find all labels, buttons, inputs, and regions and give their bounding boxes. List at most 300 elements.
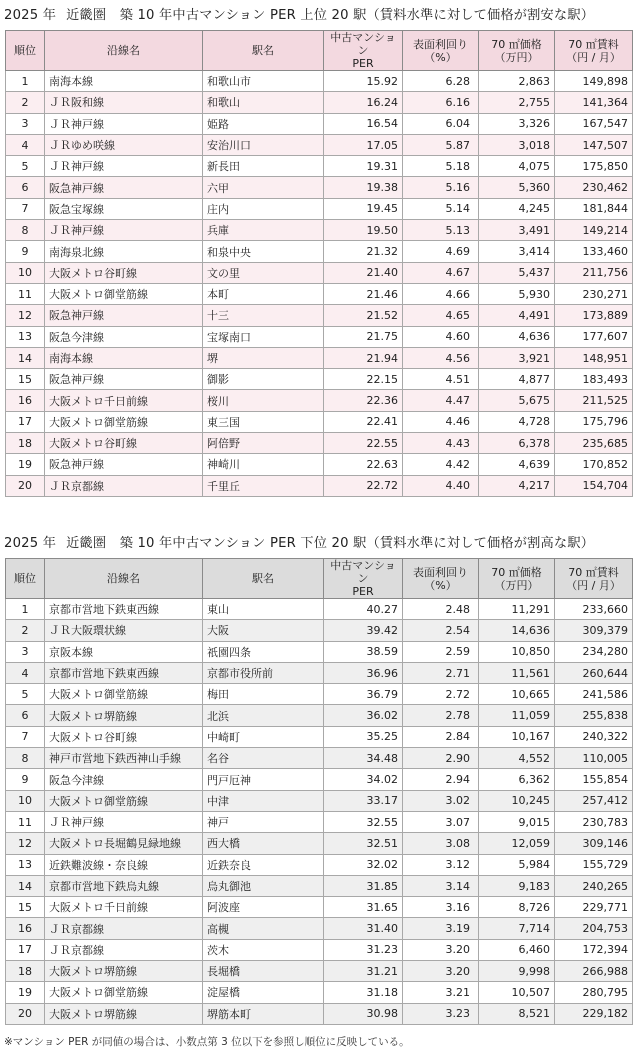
line-name-cell: 大阪メトロ御堂筋線 [45,411,203,432]
yield-cell: 3.20 [403,939,479,960]
yield-cell: 3.02 [403,790,479,811]
price-cell: 2,755 [479,92,555,113]
rent-cell: 235,685 [555,433,633,454]
price-cell: 2,863 [479,71,555,92]
table-row [6,454,633,475]
station-name-cell: 東山 [203,599,324,620]
price-cell: 5,675 [479,390,555,411]
table2-title [4,532,594,551]
yield-cell: 5.16 [403,177,479,198]
header-per [324,559,403,599]
table-row [6,918,633,939]
yield-cell: 3.19 [403,918,479,939]
station-name-cell: 阿倍野 [203,433,324,454]
table-row [6,92,633,113]
line-name-cell: 神戸市営地下鉄西神山手線 [45,748,203,769]
line-name-cell: 京都市営地下鉄烏丸線 [45,875,203,896]
rank-cell: 15 [6,897,45,918]
price-cell: 4,217 [479,475,555,496]
station-name-cell: 姫路 [203,113,324,134]
rank-cell: 16 [6,390,45,411]
line-name-cell: 京都市営地下鉄東西線 [45,599,203,620]
price-cell: 3,414 [479,241,555,262]
line-name-cell: 南海泉北線 [45,241,203,262]
rank-cell: 1 [6,71,45,92]
per-cell: 22.72 [324,475,403,496]
yield-cell: 2.72 [403,684,479,705]
rank-cell: 13 [6,326,45,347]
yield-cell: 4.67 [403,262,479,283]
station-name-cell: 御影 [203,369,324,390]
per-cell: 19.45 [324,198,403,219]
station-name-cell: 神崎川 [203,454,324,475]
header-price [479,559,555,599]
price-cell: 9,183 [479,875,555,896]
line-name-cell: 大阪メトロ谷町線 [45,262,203,283]
footnote: ※マンション PER が同値の場合は、小数点第 3 位以下を参照し順位に反映している。 [4,1036,410,1048]
table-row [6,71,633,92]
price-cell: 4,075 [479,156,555,177]
yield-cell: 3.08 [403,833,479,854]
rent-cell: 230,462 [555,177,633,198]
yield-cell: 2.78 [403,705,479,726]
rent-cell: 266,988 [555,961,633,982]
station-name-cell: 千里丘 [203,475,324,496]
per-cell: 17.05 [324,134,403,155]
line-name-cell: ＪＲ大阪環状線 [45,620,203,641]
per-cell: 39.42 [324,620,403,641]
price-cell: 6,460 [479,939,555,960]
rent-cell: 255,838 [555,705,633,726]
rent-cell: 211,525 [555,390,633,411]
price-cell: 4,491 [479,305,555,326]
yield-cell: 4.47 [403,390,479,411]
station-name-cell: 高槻 [203,918,324,939]
rank-cell: 9 [6,769,45,790]
per-cell: 38.59 [324,641,403,662]
header-line: 沿線名 [45,31,203,71]
rank-cell: 5 [6,156,45,177]
header-rent [555,31,633,71]
yield-cell: 4.56 [403,347,479,368]
rank-cell: 16 [6,918,45,939]
station-name-cell: 京都市役所前 [203,662,324,683]
station-name-cell: 和歌山 [203,92,324,113]
rent-cell: 154,704 [555,475,633,496]
station-name-cell: 中津 [203,790,324,811]
yield-cell: 2.90 [403,748,479,769]
station-name-cell: 神戸 [203,811,324,832]
per-cell: 19.38 [324,177,403,198]
station-name-cell: 本町 [203,283,324,304]
per-cell: 31.23 [324,939,403,960]
station-name-cell: 庄内 [203,198,324,219]
price-cell: 11,561 [479,662,555,683]
yield-cell: 4.60 [403,326,479,347]
price-cell: 5,360 [479,177,555,198]
per-cell: 34.48 [324,748,403,769]
price-cell: 5,930 [479,283,555,304]
rank-cell: 4 [6,134,45,155]
price-cell: 8,521 [479,1003,555,1024]
line-name-cell: 大阪メトロ谷町線 [45,433,203,454]
rent-cell: 229,182 [555,1003,633,1024]
line-name-cell: 大阪メトロ谷町線 [45,726,203,747]
line-name-cell: 大阪メトロ御堂筋線 [45,790,203,811]
station-name-cell: 十三 [203,305,324,326]
table-row [6,662,633,683]
rent-cell: 240,265 [555,875,633,896]
table-row [6,939,633,960]
per-bottom20-table [5,558,633,1025]
table-row [6,369,633,390]
rent-cell: 149,214 [555,220,633,241]
line-name-cell: 阪急神戸線 [45,305,203,326]
rank-cell: 11 [6,283,45,304]
line-name-cell: ＪＲ阪和線 [45,92,203,113]
rent-cell: 309,379 [555,620,633,641]
price-cell: 6,362 [479,769,555,790]
per-cell: 21.75 [324,326,403,347]
line-name-cell: 大阪メトロ千日前線 [45,897,203,918]
rank-cell: 2 [6,620,45,641]
line-name-cell: 阪急宝塚線 [45,198,203,219]
rank-cell: 6 [6,177,45,198]
price-cell: 4,728 [479,411,555,432]
table-row [6,198,633,219]
per-cell: 21.52 [324,305,403,326]
rank-cell: 7 [6,726,45,747]
station-name-cell: 安治川口 [203,134,324,155]
line-name-cell: 大阪メトロ千日前線 [45,390,203,411]
header-yield [403,31,479,71]
yield-cell: 4.51 [403,369,479,390]
price-cell: 4,639 [479,454,555,475]
rank-cell: 3 [6,113,45,134]
price-cell: 5,437 [479,262,555,283]
rent-cell: 230,783 [555,811,633,832]
price-cell: 14,636 [479,620,555,641]
station-name-cell: 名谷 [203,748,324,769]
per-cell: 22.55 [324,433,403,454]
rank-cell: 1 [6,599,45,620]
table-row [6,305,633,326]
table-row [6,326,633,347]
table-row [6,790,633,811]
yield-cell: 3.14 [403,875,479,896]
rank-cell: 19 [6,454,45,475]
yield-cell: 3.20 [403,961,479,982]
line-name-cell: 阪急今津線 [45,326,203,347]
per-cell: 36.02 [324,705,403,726]
line-name-cell: ＪＲ京都線 [45,918,203,939]
per-cell: 31.85 [324,875,403,896]
per-cell: 31.21 [324,961,403,982]
rank-cell: 8 [6,220,45,241]
per-cell: 31.40 [324,918,403,939]
line-name-cell: ＪＲゆめ咲線 [45,134,203,155]
station-name-cell: 和歌山市 [203,71,324,92]
station-name-cell: 東三国 [203,411,324,432]
table-row [6,641,633,662]
rent-cell: 149,898 [555,71,633,92]
table-row [6,897,633,918]
rent-cell: 181,844 [555,198,633,219]
per-cell: 33.17 [324,790,403,811]
per-cell: 22.15 [324,369,403,390]
per-cell: 30.98 [324,1003,403,1024]
station-name-cell: 宝塚南口 [203,326,324,347]
line-name-cell: 京阪本線 [45,641,203,662]
per-cell: 31.18 [324,982,403,1003]
header-rent-line1: 70 ㎡賃料 [568,565,619,579]
rank-cell: 17 [6,939,45,960]
rent-cell: 170,852 [555,454,633,475]
rank-cell: 3 [6,641,45,662]
rent-cell: 234,280 [555,641,633,662]
table-row [6,684,633,705]
table-row [6,748,633,769]
station-name-cell: 茨木 [203,939,324,960]
rent-cell: 260,644 [555,662,633,683]
price-cell: 10,167 [479,726,555,747]
station-name-cell: 中崎町 [203,726,324,747]
table-row [6,134,633,155]
price-cell: 3,491 [479,220,555,241]
yield-cell: 4.43 [403,433,479,454]
table-row [6,875,633,896]
header-per-line1: 中古マンション [330,559,396,585]
header-rank: 順位 [6,31,45,71]
line-name-cell: 大阪メトロ堺筋線 [45,1003,203,1024]
line-name-cell: 大阪メトロ御堂筋線 [45,982,203,1003]
header-rent-line2: （円 / 月） [566,578,621,592]
rank-cell: 9 [6,241,45,262]
table1-heading: 近畿圏 築 10 年中古マンション PER 上位 20 駅（賃料水準に対して価格が割安な駅） [66,8,595,23]
yield-cell: 4.46 [403,411,479,432]
per-cell: 32.02 [324,854,403,875]
rent-cell: 172,394 [555,939,633,960]
rent-cell: 175,796 [555,411,633,432]
table-row [6,982,633,1003]
per-top20-table [5,30,633,497]
rent-cell: 280,795 [555,982,633,1003]
price-cell: 4,552 [479,748,555,769]
per-cell: 32.55 [324,811,403,832]
line-name-cell: ＪＲ神戸線 [45,156,203,177]
yield-cell: 4.69 [403,241,479,262]
price-cell: 4,245 [479,198,555,219]
header-yield-line2: （%） [424,578,457,592]
rank-cell: 4 [6,662,45,683]
price-cell: 8,726 [479,897,555,918]
yield-cell: 3.07 [403,811,479,832]
rank-cell: 18 [6,961,45,982]
rank-cell: 12 [6,833,45,854]
station-name-cell: 梅田 [203,684,324,705]
table2-year: 2025 年 [4,536,57,551]
header-price-line1: 70 ㎡価格 [491,565,542,579]
yield-cell: 5.87 [403,134,479,155]
rent-cell: 177,607 [555,326,633,347]
rank-cell: 17 [6,411,45,432]
yield-cell: 6.16 [403,92,479,113]
yield-cell: 4.65 [403,305,479,326]
table-row [6,726,633,747]
station-name-cell: 和泉中央 [203,241,324,262]
rent-cell: 183,493 [555,369,633,390]
rank-cell: 10 [6,790,45,811]
header-rank: 順位 [6,559,45,599]
yield-cell: 3.16 [403,897,479,918]
rent-cell: 230,271 [555,283,633,304]
rent-cell: 147,507 [555,134,633,155]
per-cell: 34.02 [324,769,403,790]
yield-cell: 2.54 [403,620,479,641]
price-cell: 12,059 [479,833,555,854]
header-per-line1: 中古マンション [330,31,396,57]
header-rent [555,559,633,599]
table-row [6,620,633,641]
rent-cell: 141,364 [555,92,633,113]
price-cell: 3,921 [479,347,555,368]
station-name-cell: 阿波座 [203,897,324,918]
price-cell: 10,507 [479,982,555,1003]
price-cell: 9,015 [479,811,555,832]
per-cell: 40.27 [324,599,403,620]
table-row [6,854,633,875]
table-row [6,390,633,411]
yield-cell: 2.94 [403,769,479,790]
per-cell: 36.79 [324,684,403,705]
rank-cell: 13 [6,854,45,875]
line-name-cell: 南海本線 [45,71,203,92]
rank-cell: 19 [6,982,45,1003]
table-row [6,220,633,241]
per-cell: 16.24 [324,92,403,113]
per-cell: 19.31 [324,156,403,177]
rent-cell: 257,412 [555,790,633,811]
per-cell: 31.65 [324,897,403,918]
header-price-line2: （万円） [494,578,539,592]
rank-cell: 5 [6,684,45,705]
header-station: 駅名 [203,559,324,599]
table-row [6,769,633,790]
line-name-cell: 阪急神戸線 [45,177,203,198]
table-row [6,961,633,982]
rank-cell: 2 [6,92,45,113]
station-name-cell: 西大橋 [203,833,324,854]
rent-cell: 241,586 [555,684,633,705]
yield-cell: 5.18 [403,156,479,177]
rank-cell: 7 [6,198,45,219]
per-cell: 21.46 [324,283,403,304]
station-name-cell: 堺筋本町 [203,1003,324,1024]
line-name-cell: ＪＲ京都線 [45,475,203,496]
station-name-cell: 祇園四条 [203,641,324,662]
table-header-row [6,31,633,71]
line-name-cell: 大阪メトロ長堀鶴見緑地線 [45,833,203,854]
yield-cell: 2.59 [403,641,479,662]
yield-cell: 3.21 [403,982,479,1003]
price-cell: 3,326 [479,113,555,134]
rent-cell: 175,850 [555,156,633,177]
per-cell: 21.32 [324,241,403,262]
station-name-cell: 文の里 [203,262,324,283]
station-name-cell: 大阪 [203,620,324,641]
yield-cell: 6.28 [403,71,479,92]
price-cell: 5,984 [479,854,555,875]
yield-cell: 3.12 [403,854,479,875]
header-rent-line1: 70 ㎡賃料 [568,37,619,51]
header-rent-line2: （円 / 月） [566,50,621,64]
station-name-cell: 淀屋橋 [203,982,324,1003]
line-name-cell: 南海本線 [45,347,203,368]
header-station: 駅名 [203,31,324,71]
rank-cell: 11 [6,811,45,832]
price-cell: 10,665 [479,684,555,705]
line-name-cell: ＪＲ京都線 [45,939,203,960]
rent-cell: 309,146 [555,833,633,854]
yield-cell: 2.71 [403,662,479,683]
rent-cell: 155,729 [555,854,633,875]
header-price [479,31,555,71]
per-cell: 16.54 [324,113,403,134]
per-cell: 15.92 [324,71,403,92]
table-row [6,347,633,368]
station-name-cell: 六甲 [203,177,324,198]
rent-cell: 148,951 [555,347,633,368]
rank-cell: 14 [6,875,45,896]
per-cell: 21.40 [324,262,403,283]
yield-cell: 4.42 [403,454,479,475]
price-cell: 9,998 [479,961,555,982]
line-name-cell: 京都市営地下鉄東西線 [45,662,203,683]
table1-title [4,4,594,23]
rent-cell: 173,889 [555,305,633,326]
station-name-cell: 長堀橋 [203,961,324,982]
line-name-cell: 近鉄難波線・奈良線 [45,854,203,875]
station-name-cell: 新長田 [203,156,324,177]
rent-cell: 211,756 [555,262,633,283]
per-cell: 22.36 [324,390,403,411]
yield-cell: 4.40 [403,475,479,496]
price-cell: 6,378 [479,433,555,454]
yield-cell: 5.14 [403,198,479,219]
line-name-cell: ＪＲ神戸線 [45,811,203,832]
table2-heading: 近畿圏 築 10 年中古マンション PER 下位 20 駅（賃料水準に対して価格が割高な駅） [66,536,595,551]
price-cell: 10,850 [479,641,555,662]
table1-year: 2025 年 [4,8,57,23]
price-cell: 4,877 [479,369,555,390]
line-name-cell: 大阪メトロ御堂筋線 [45,684,203,705]
line-name-cell: ＪＲ神戸線 [45,113,203,134]
per-cell: 35.25 [324,726,403,747]
header-per [324,31,403,71]
yield-cell: 6.04 [403,113,479,134]
per-cell: 21.94 [324,347,403,368]
table-row [6,475,633,496]
table-row [6,411,633,432]
station-name-cell: 北浜 [203,705,324,726]
rent-cell: 110,005 [555,748,633,769]
station-name-cell: 兵庫 [203,220,324,241]
rent-cell: 204,753 [555,918,633,939]
header-yield-line2: （%） [424,50,457,64]
header-price-line2: （万円） [494,50,539,64]
table-row [6,113,633,134]
rank-cell: 8 [6,748,45,769]
